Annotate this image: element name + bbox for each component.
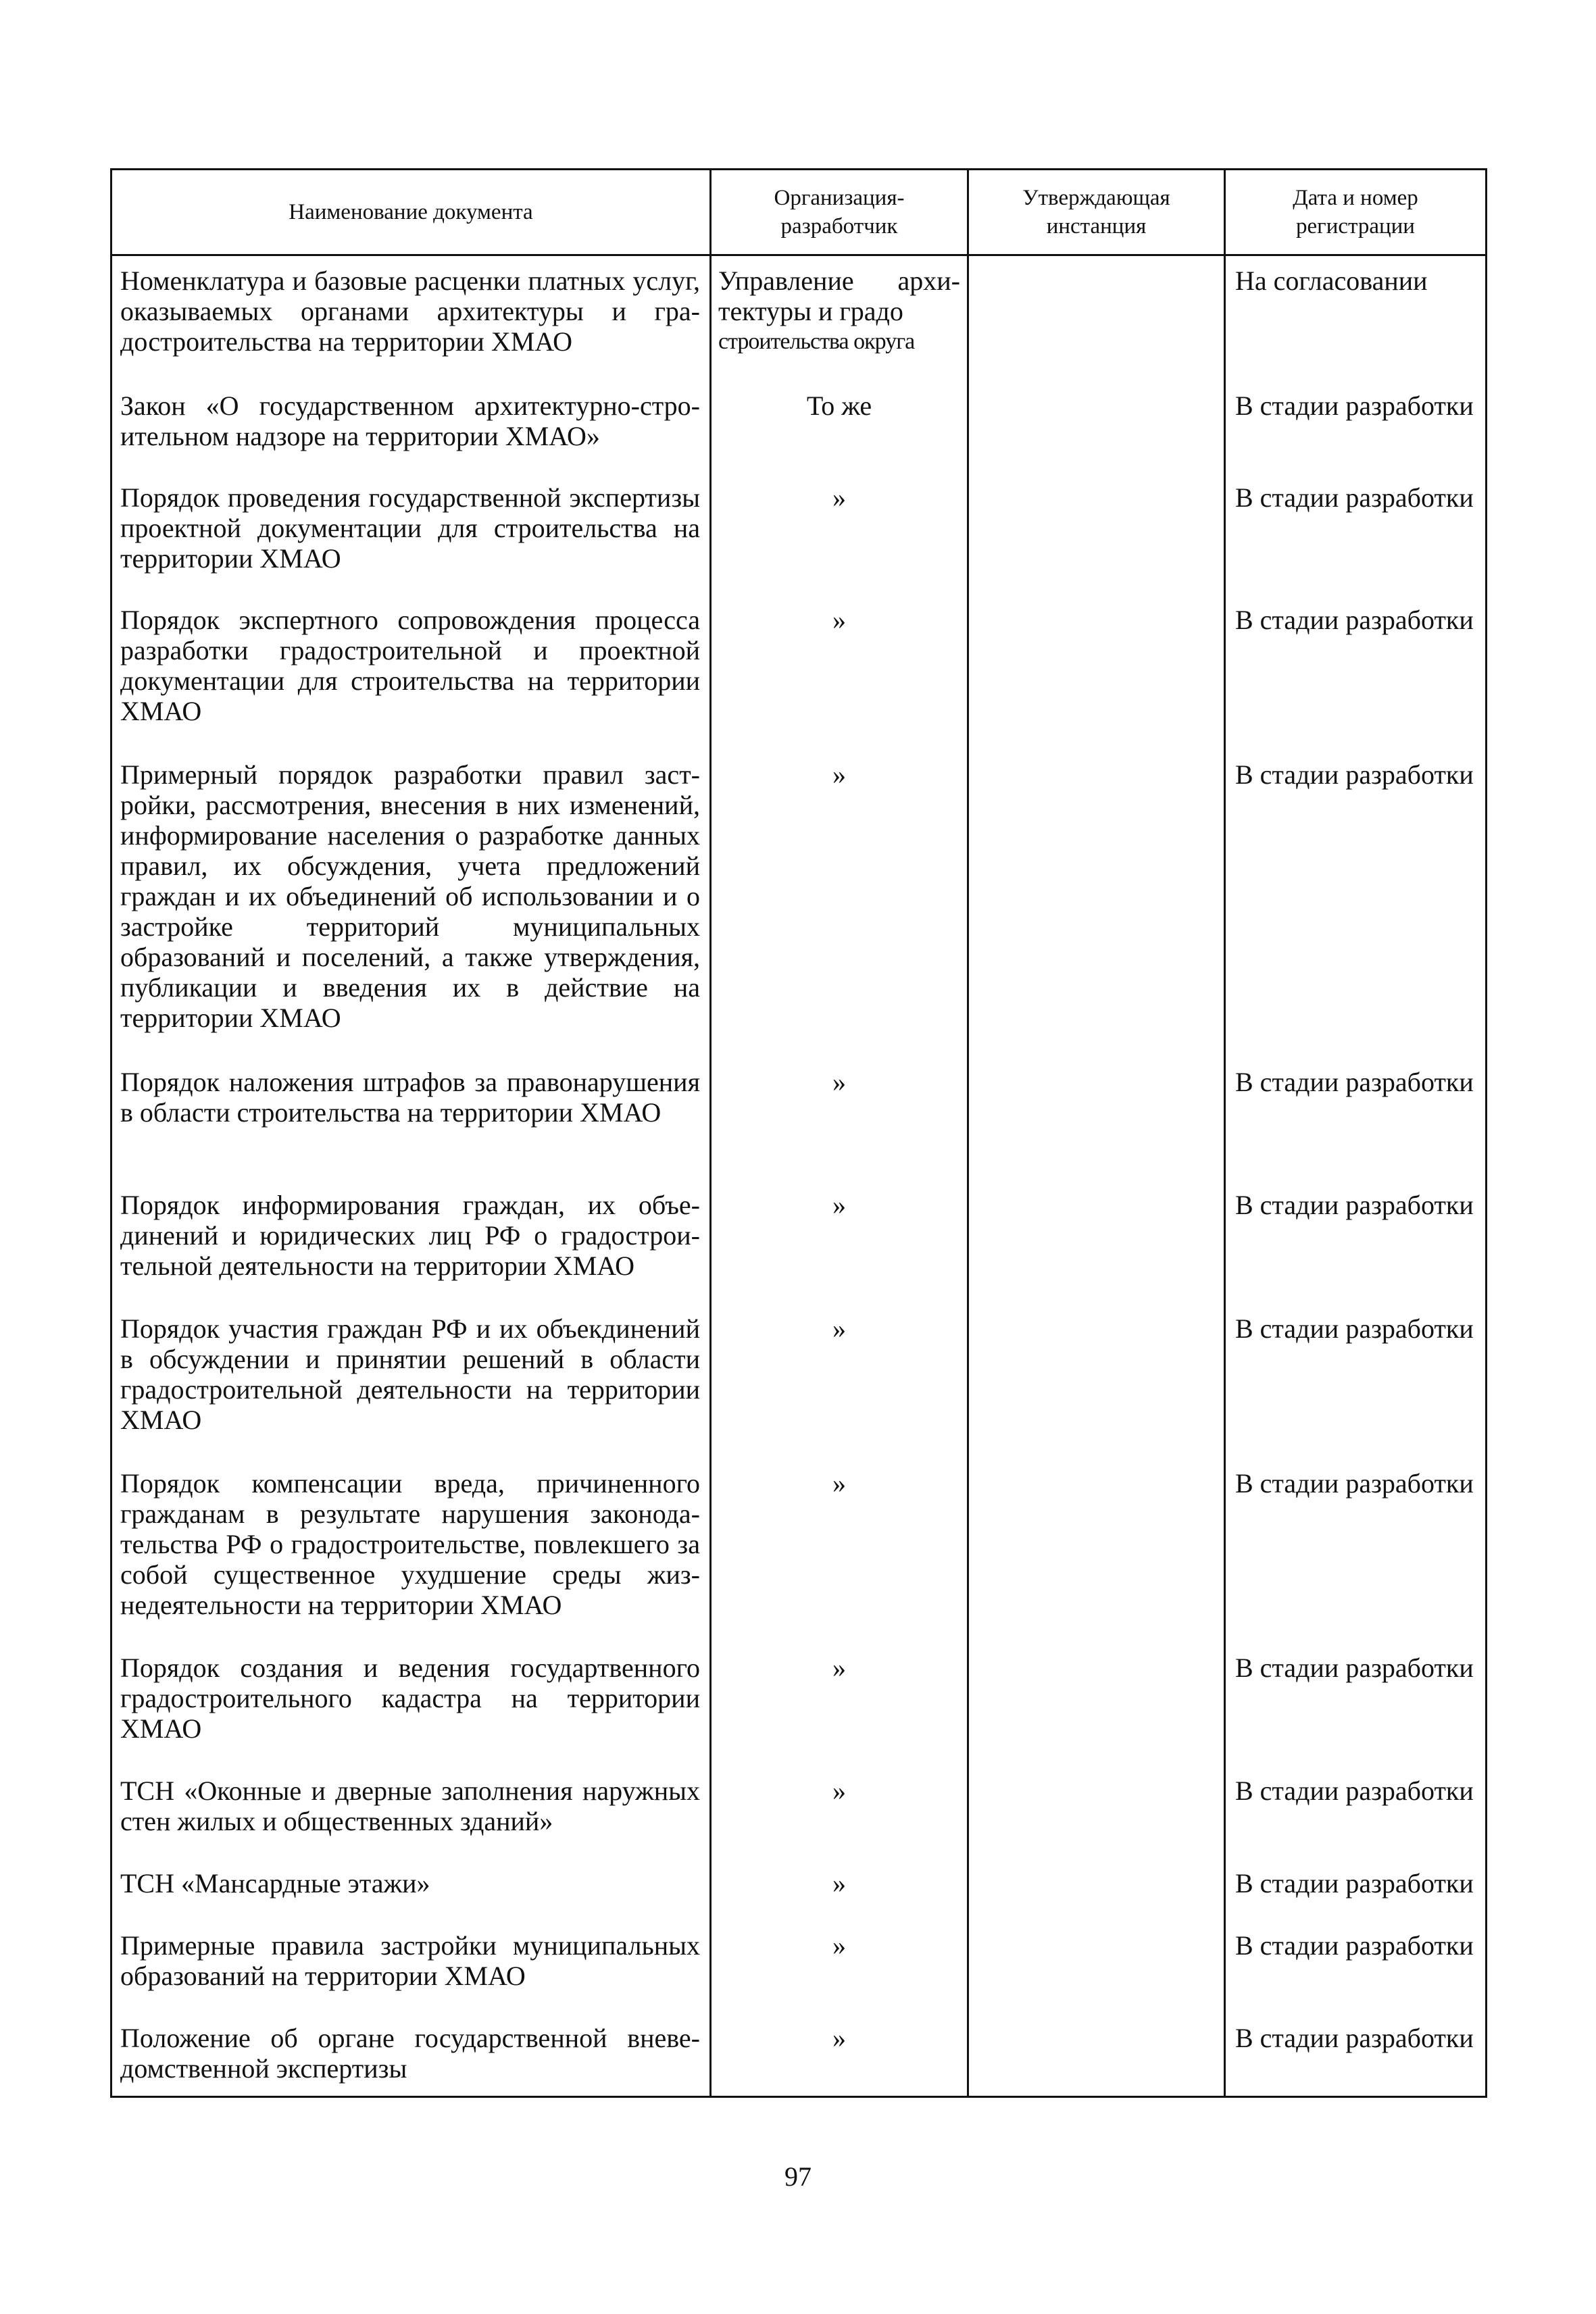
cell-developer-org: » <box>711 1057 968 1180</box>
cell-developer-org: » <box>711 1180 968 1304</box>
cell-document-name: Порядок участия граждан РФ и их объекдинений в обсуждении и принятии решений в области градостроительной деятельности на территории ХМАО <box>111 1304 711 1459</box>
cell-approving-authority <box>968 1766 1225 1859</box>
cell-document-name: Номенклатура и базовые расценки платных услуг, оказываемых органами архитектуры и градостроительства на территории ХМАО <box>111 255 711 381</box>
table-header-row <box>111 170 1487 255</box>
cell-developer-org: » <box>711 1459 968 1643</box>
cell-registration-status: В стадии разработки <box>1225 1304 1487 1459</box>
cell-document-name: Порядок экспертного сопровождения процесса разработки градостроительной и проектной документации для строительства на территории ХМАО <box>111 595 711 750</box>
cell-approving-authority <box>968 381 1225 473</box>
cell-approving-authority <box>968 1921 1225 2013</box>
cell-registration-status: В стадии разработки <box>1225 1859 1487 1921</box>
cell-developer-org: То же <box>711 381 968 473</box>
table-row <box>111 595 1487 750</box>
cell-document-name: Порядок наложения штрафов за правонарушения в области строительства на территории ХМАО <box>111 1057 711 1180</box>
header-document-name: Наименование документа <box>111 170 711 255</box>
cell-approving-authority <box>968 1180 1225 1304</box>
table-row <box>111 2013 1487 2097</box>
cell-approving-authority <box>968 1057 1225 1180</box>
cell-approving-authority <box>968 2013 1225 2097</box>
cell-registration-status: В стадии разработки <box>1225 1643 1487 1766</box>
cell-developer-org: » <box>711 1921 968 2013</box>
cell-registration-status: В стадии разработки <box>1225 381 1487 473</box>
header-registration-date: Дата и номер регистрации <box>1225 170 1487 255</box>
cell-developer-org: » <box>711 473 968 595</box>
cell-developer-org-text: Управление архитектуры и градо <box>718 266 960 326</box>
cell-registration-status: На согласовании <box>1225 255 1487 381</box>
cell-approving-authority <box>968 595 1225 750</box>
cell-developer-org: » <box>711 750 968 1057</box>
table-row <box>111 1459 1487 1643</box>
table-row <box>111 255 1487 381</box>
cell-approving-authority <box>968 473 1225 595</box>
table-row <box>111 1180 1487 1304</box>
table-row <box>111 1859 1487 1921</box>
cell-approving-authority <box>968 1459 1225 1643</box>
cell-document-name: Закон «О государственном архитектурно-строительном надзоре на территории ХМАО» <box>111 381 711 473</box>
cell-approving-authority <box>968 1859 1225 1921</box>
cell-developer-org: » <box>711 595 968 750</box>
table-row <box>111 381 1487 473</box>
cell-document-name: Примерный порядок разработки правил застройки, рассмотрения, внесения в них изменений, информирование населения о разработке данных правил, их обсуждения, учета предложений граждан и их объединений об использовании и о застройке территорий муниципальных образований и поселений, а также утверждения, публикации и введения их в действие на территории ХМАО <box>111 750 711 1057</box>
cell-approving-authority <box>968 1643 1225 1766</box>
cell-document-name: Порядок проведения государственной экспертизы проектной документации для строительства на территории ХМАО <box>111 473 711 595</box>
cell-registration-status: В стадии разработки <box>1225 1921 1487 2013</box>
page-number: 97 <box>784 2161 812 2192</box>
header-developer-org: Организация-разработчик <box>711 170 968 255</box>
cell-developer-org: » <box>711 2013 968 2097</box>
cell-approving-authority <box>968 750 1225 1057</box>
cell-developer-org: » <box>711 1643 968 1766</box>
documents-table <box>110 168 1487 2098</box>
table-row <box>111 750 1487 1057</box>
table-row <box>111 473 1487 595</box>
cell-approving-authority <box>968 255 1225 381</box>
cell-registration-status: В стадии разработки <box>1225 473 1487 595</box>
table-row <box>111 1643 1487 1766</box>
cell-registration-status: В стадии разработки <box>1225 1459 1487 1643</box>
cell-document-name: ТСН «Оконные и дверные заполнения наружных стен жилых и общественных зданий» <box>111 1766 711 1859</box>
cell-registration-status: В стадии разработки <box>1225 595 1487 750</box>
cell-developer-org: » <box>711 1766 968 1859</box>
cell-document-name: Примерные правила застройки муниципальных образований на территории ХМАО <box>111 1921 711 2013</box>
header-approving-authority: Утверждающая инстанция <box>968 170 1225 255</box>
cell-developer-org-line3: строительства округа <box>718 329 915 354</box>
cell-document-name: Порядок информирования граждан, их объединений и юридических лиц РФ о градостроительной деятельности на территории ХМАО <box>111 1180 711 1304</box>
cell-registration-status: В стадии разработки <box>1225 2013 1487 2097</box>
cell-developer-org: » <box>711 1859 968 1921</box>
cell-document-name: Порядок создания и ведения государтвенного градостроительного кадастра на территории ХМАО <box>111 1643 711 1766</box>
cell-registration-status: В стадии разработки <box>1225 1057 1487 1180</box>
cell-document-name: ТСН «Мансардные этажи» <box>111 1859 711 1921</box>
cell-document-name: Порядок компенсации вреда, причиненного гражданам в результате нарушения законодательства РФ о градостроительстве, повлекшего за собой существенное ухудшение среды жизнедеятельности на территории ХМАО <box>111 1459 711 1643</box>
cell-registration-status: В стадии разработки <box>1225 750 1487 1057</box>
table-row <box>111 1921 1487 2013</box>
cell-registration-status: В стадии разработки <box>1225 1766 1487 1859</box>
table-row <box>111 1766 1487 1859</box>
table-row <box>111 1304 1487 1459</box>
cell-approving-authority <box>968 1304 1225 1459</box>
table-row <box>111 1057 1487 1180</box>
cell-developer-org <box>711 255 968 381</box>
cell-developer-org: » <box>711 1304 968 1459</box>
cell-document-name: Положение об органе государственной вневедомственной экспертизы <box>111 2013 711 2097</box>
cell-registration-status: В стадии разработки <box>1225 1180 1487 1304</box>
